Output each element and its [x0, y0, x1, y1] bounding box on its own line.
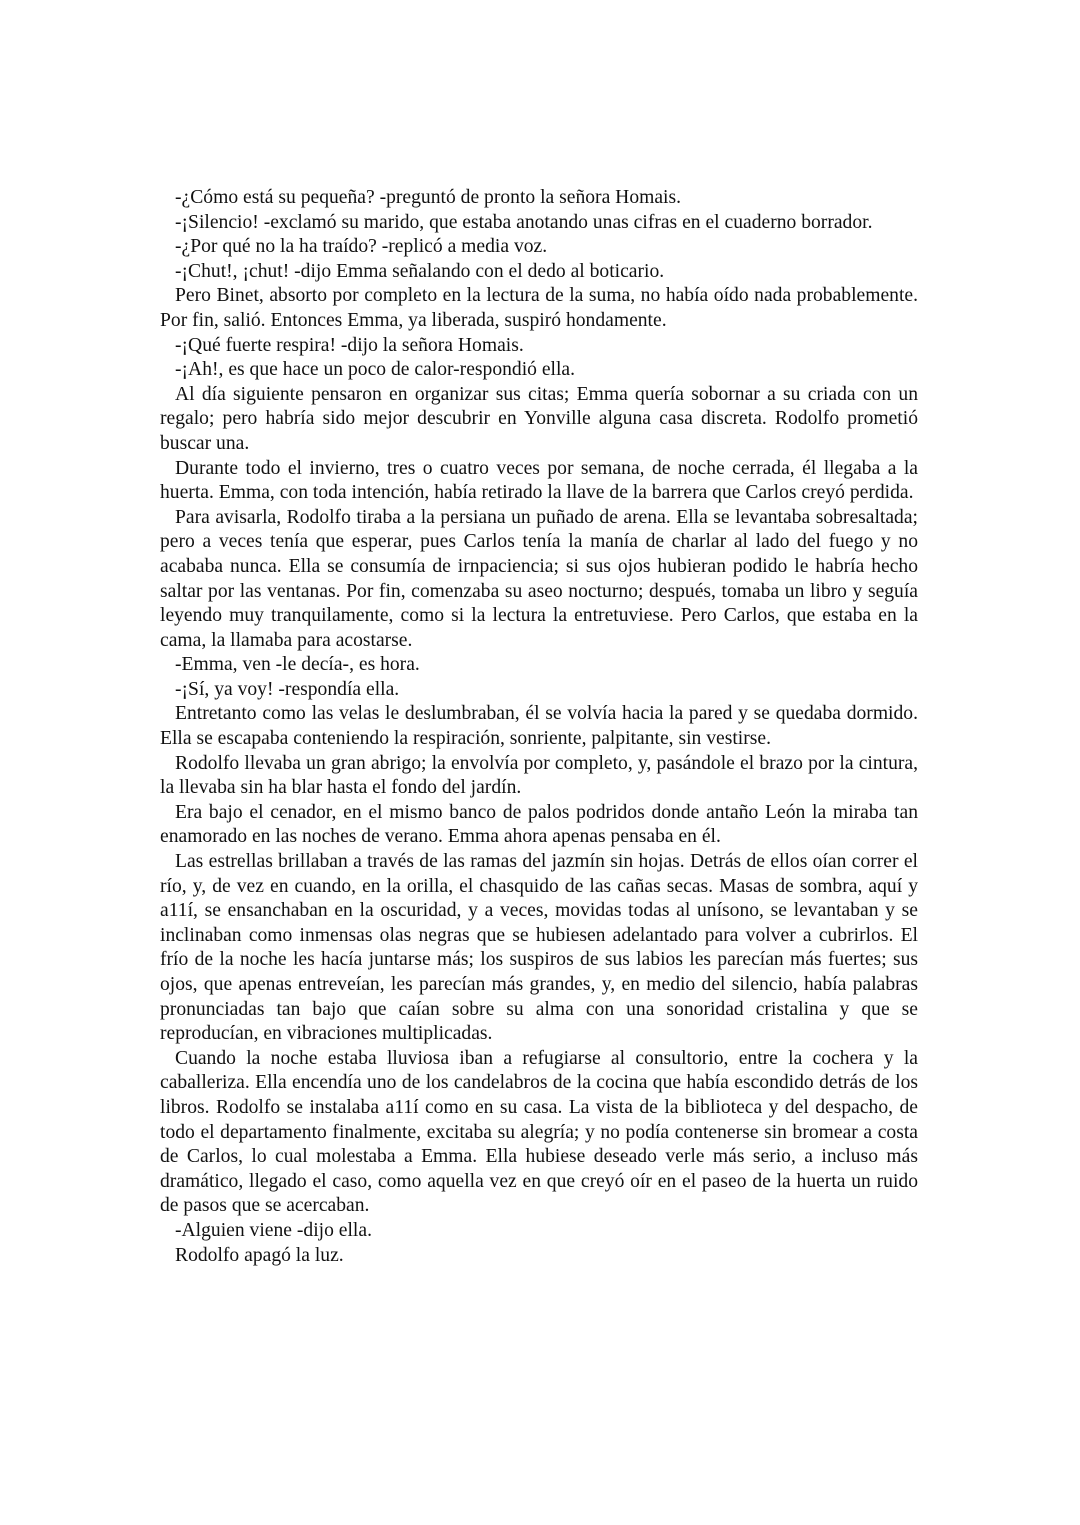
paragraph: -Alguien viene -dijo ella.: [175, 1219, 372, 1241]
paragraph: Cuando la noche estaba lluviosa iban a refugiarse al consultorio, entre la cochera y la caballeriza. Ella encendía uno de los candelabros de la cocina que había escondido detrás de los libros. Rodolfo se instalaba a11í como en su casa. La vista de la biblioteca y del despacho, de todo el departamento finalmente, excitaba su alegría; y no podía contenerse sin bromear a costa de Carlos, lo cual molestaba a Emma. Ella hubiese deseado verle más serio, a incluso más dramático, llegado el caso, como aquella vez en que creyó oír en el paseo de la huerta un ruido de pasos que se acercaban.: [160, 1047, 918, 1217]
paragraph: -¡Silencio! -exclamó su marido, que estaba anotando unas cifras en el cuaderno borrador.: [175, 211, 873, 233]
paragraph: -¿Por qué no la ha traído? -replicó a media voz.: [175, 236, 548, 258]
paragraph: Durante todo el invierno, tres o cuatro veces por semana, de noche cerrada, él llegaba a la huerta. Emma, con toda intención, había retirado la llave de la barrera que Carlos creyó perdida.: [160, 457, 918, 504]
paragraph: -¡Ah!, es que hace un poco de calor-respondió ella.: [175, 359, 576, 381]
paragraph: Las estrellas brillaban a través de las ramas del jazmín sin hojas. Detrás de ellos oían correr el río, y, de vez en cuando, en la orilla, el chasquido de las cañas secas. Masas de sombra, aquí y a11í, se ensanchaban en la oscuridad, y a veces, movidas todas al unísono, se levantaban y se inclinaban como inmensas olas negras que se hubiesen adelantado para volver a cubrirlos. El frío de la noche les hacía juntarse más; los suspiros de sus labios les parecían más fuertes; sus ojos, que apenas entreveían, les parecían más grandes, y, en medio del silencio, había palabras pronunciadas tan bajo que caían sobre su alma con una sonoridad cristalina y que se reproducían, en vibraciones multiplicadas.: [160, 851, 918, 1045]
paragraph: Era bajo el cenador, en el mismo banco de palos podridos donde antaño León la miraba tan enamorado en las noches de verano. Emma ahora apenas pensaba en él.: [160, 801, 918, 848]
paragraph: -¡Sí, ya voy! -respondía ella.: [175, 678, 400, 700]
paragraph: Para avisarla, Rodolfo tiraba a la persiana un puñado de arena. Ella se levantaba sobresaltada; pero a veces tenía que esperar, pues Carlos tenía la manía de charlar al lado del fuego y no acababa nunca. Ella se consumía de irnpaciencia; si sus ojos hubieran podido le habría hecho saltar por las ventanas. Por fin, comenzaba su aseo nocturno; después, tomaba un libro y seguía leyendo muy tranquilamente, como si la lectura la entretuviese. Pero Carlos, que estaba en la cama, la llamaba para acostarse.: [160, 506, 918, 651]
paragraph: -¿Cómo está su pequeña? -preguntó de pronto la señora Homais.: [175, 187, 682, 208]
body-text: [160, 186, 918, 1268]
paragraph: Entretanto como las velas le deslumbraban, él se volvía hacia la pared y se quedaba dormido. Ella se escapaba conteniendo la respiración, sonriente, palpitante, sin vestirse.: [160, 703, 918, 750]
paragraph: -¡Chut!, ¡chut! -dijo Emma señalando con el dedo al boticario.: [175, 260, 665, 282]
paragraph: -¡Qué fuerte respira! -dijo la señora Homais.: [175, 334, 524, 356]
paragraph: Al día siguiente pensaron en organizar sus citas; Emma quería sobornar a su criada con un regalo; pero habría sido mejor descubrir en Yonville alguna casa discreta. Rodolfo prometió buscar una.: [160, 383, 918, 454]
paragraph: -Emma, ven -le decía-, es hora.: [175, 654, 420, 676]
paragraph: Rodolfo apagó la luz.: [175, 1244, 344, 1266]
paragraph: Pero Binet, absorto por completo en la lectura de la suma, no había oído nada probablemente. Por fin, salió. Entonces Emma, ya liberada, suspiró hondamente.: [160, 285, 918, 331]
paragraph: Rodolfo llevaba un gran abrigo; la envolvía por completo, y, pasándole el brazo por la cintura, la llevaba sin ha blar hasta el fondo del jardín.: [160, 752, 918, 799]
